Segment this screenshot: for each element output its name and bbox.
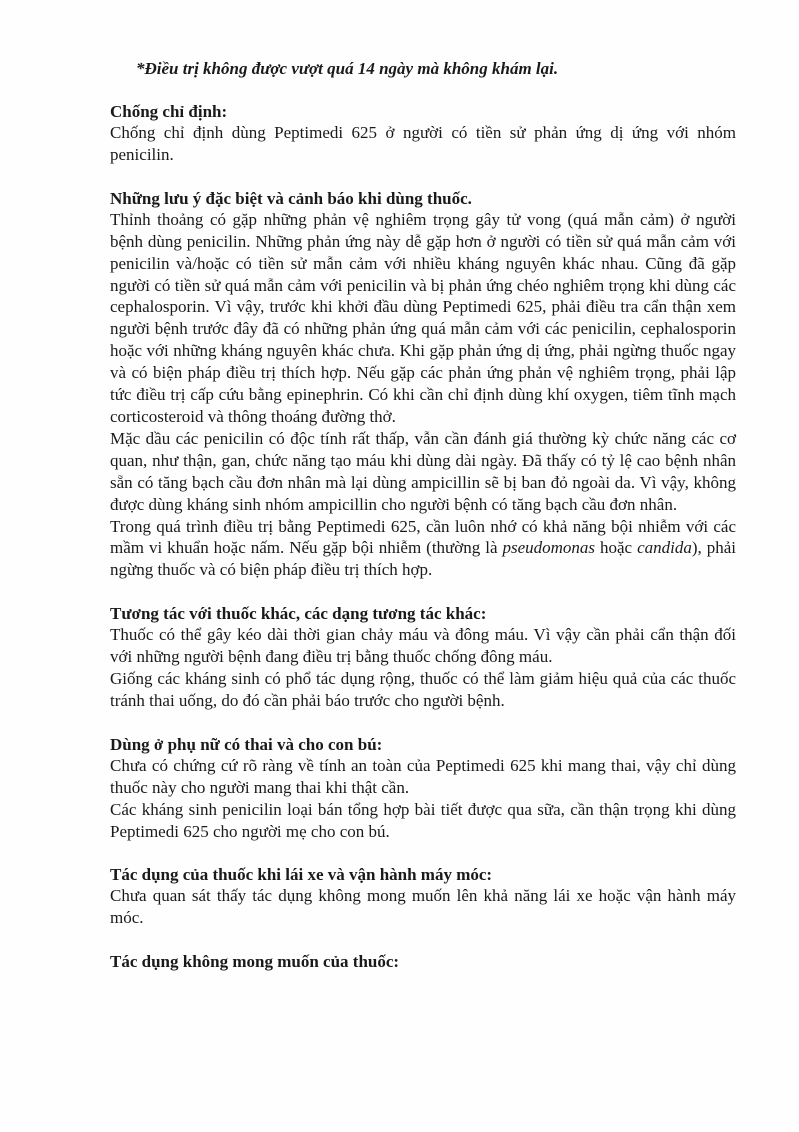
section-paragraph: [110, 516, 736, 582]
paragraph-text: Chưa có chứng cứ rõ ràng về tính an toàn của Peptimedi 625 khi mang thai, vậy chỉ dùng thuốc này cho người mang thai khi thật cần.: [110, 755, 736, 797]
paragraph-text: Mặc dầu các penicilin có độc tính rất thấp, vẫn cần đánh giá thường kỳ chức năng các cơ quan, như thận, gan, chức năng tạo máu khi dùng dài ngày. Đã thấy có tỷ lệ cao bệnh nhân sẵn có tăng bạch cầu đơn nhân mà lại dùng ampicillin sẽ bị ban đỏ ngoài da. Vì vậy, không được dùng kháng sinh nhóm ampicillin cho người bệnh có tăng bạch cầu đơn nhân.: [110, 428, 736, 514]
section-paragraph: [110, 624, 736, 668]
section: [110, 951, 736, 972]
paragraph-text: hoặc: [595, 538, 638, 558]
section: [110, 101, 736, 166]
section-paragraph: [110, 428, 736, 516]
section: [110, 603, 736, 712]
paragraph-text: Trong quá trình điều trị bằng Peptimedi 625, cần luôn nhớ có khả năng bội nhiễm với các mầm vi khuẩn hoặc nấm. Nếu gặp bội nhiễm (thường là: [110, 516, 736, 558]
section-paragraph: [110, 885, 736, 929]
section-heading: Tương tác với thuốc khác, các dạng tương tác khác:: [110, 604, 487, 624]
section-paragraph: [110, 755, 736, 799]
italic-term: pseudomonas: [502, 538, 596, 558]
section-paragraph: [110, 668, 736, 712]
treatment-duration-note: *Điều trị không được vượt quá 14 ngày mà không khám lại.: [136, 59, 559, 78]
section-paragraph: [110, 209, 736, 428]
paragraph-text: Thuốc có thể gây kéo dài thời gian chảy máu và đông máu. Vì vậy cần phải cẩn thận đối với những người bệnh đang điều trị bằng thuốc chống đông máu.: [110, 625, 736, 667]
paragraph-text: ), phải ngừng thuốc và có biện pháp điều trị thích hợp.: [110, 538, 736, 580]
section: [110, 864, 736, 929]
section-heading: Dùng ở phụ nữ có thai và cho con bú:: [110, 734, 383, 754]
paragraph-text: Thỉnh thoảng có gặp những phản vệ nghiêm trọng gây tử vong (quá mẫn cảm) ở người bệnh dùng penicilin. Những phản ứng này dễ gặp hơn ở người có tiền sử quá mẫn cảm với penicilin và/hoặc có tiền sử mẫn cảm với nhiều kháng nguyên khác nhau. Cũng đã gặp người có tiền sử quá mẫn cảm với penicilin và bị phản ứng chéo nghiêm trọng khi dùng các cephalosporin. Vì vậy, trước khi khởi đầu dùng Peptimedi 625, phải điều tra cẩn thận xem người bệnh trước đây đã có những phản ứng quá mẫn cảm với các penicilin, cephalosporin hoặc với những kháng nguyên khác chưa. Khi gặp phản ứng dị ứng, phải ngừng thuốc ngay và có biện pháp điều trị thích hợp. Nếu gặp các phản ứng phản vệ nghiêm trọng, phải lập tức điều trị cấp cứu bằng epinephrin. Có khi cần chỉ định dùng khí oxygen, tiêm tĩnh mạch corticosteroid và thông thoáng đường thở.: [110, 209, 736, 426]
section-heading: Tác dụng của thuốc khi lái xe và vận hành máy móc:: [110, 865, 493, 885]
paragraph-text: Chống chỉ định dùng Peptimedi 625 ở người có tiền sử phản ứng dị ứng với nhóm penicilin.: [110, 123, 736, 164]
paragraph-text: Các kháng sinh penicilin loại bán tổng hợp bài tiết được qua sữa, cần thận trọng khi dùng Peptimedi 625 cho người mẹ cho con bú.: [110, 799, 736, 841]
section: [110, 188, 736, 581]
section-paragraph: [110, 122, 736, 166]
section-paragraph: [110, 799, 736, 843]
section: [110, 734, 736, 843]
document-body: [110, 101, 736, 994]
section-heading: Tác dụng không mong muốn của thuốc:: [110, 952, 400, 972]
section-heading: Những lưu ý đặc biệt và cảnh báo khi dùng thuốc.: [110, 188, 472, 208]
italic-term: candida: [637, 538, 692, 558]
paragraph-text: Chưa quan sát thấy tác dụng không mong muốn lên khả năng lái xe hoặc vận hành máy móc.: [110, 886, 736, 928]
section-heading: Chống chỉ định:: [110, 102, 228, 121]
paragraph-text: Giống các kháng sinh có phổ tác dụng rộng, thuốc có thể làm giảm hiệu quả của các thuốc tránh thai uống, do đó cần phải báo trước cho người bệnh.: [110, 669, 736, 710]
